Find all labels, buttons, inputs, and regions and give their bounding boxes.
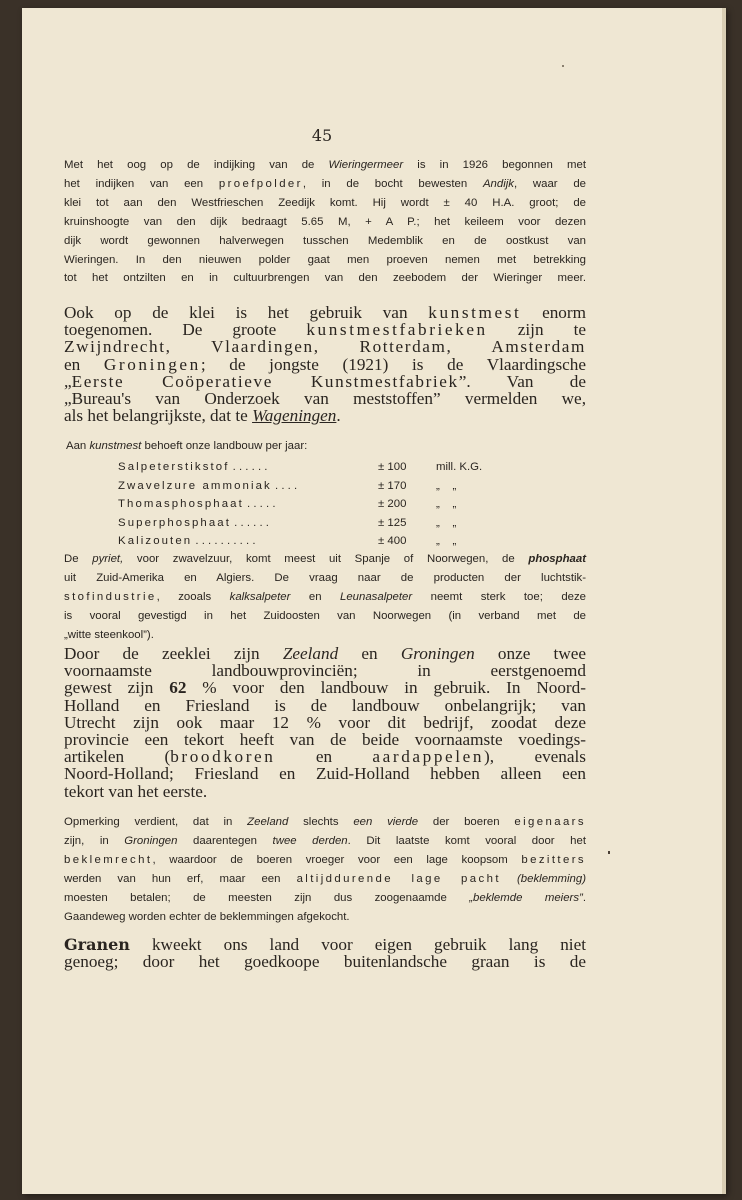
text-line: klei tot aan den Westfrieschen Zeedijk komt. Hij wordt ± 40 H.A. groot; de — [64, 196, 586, 209]
fertilizer-unit: „ „ — [436, 479, 457, 492]
fertilizer-row — [118, 458, 496, 477]
page-number: 45 — [311, 126, 333, 145]
fertilizer-name: Thomasphosphaat . . . . . — [118, 498, 276, 511]
text-line: Noord-Holland; Friesland en Zuid-Holland hebben alleen een — [64, 764, 586, 784]
paragraph-opmerking — [64, 813, 586, 926]
text-line: tot het ontzilten en in cultuurbrengen van den zeebodem der Wieringer meer. — [64, 272, 586, 285]
text-line: moesten betalen; de meesten zijn dus zoogenaamde „beklemde meiers”. — [64, 891, 586, 904]
text-line: Gaandeweg worden echter de beklemmingen afgekocht. — [64, 910, 350, 923]
text-line: toegenomen. De groote kunstmestfabrieken zijn te — [64, 320, 586, 340]
text-line: en Groningen; de jongste (1921) is de Vlaardingsche — [64, 354, 586, 374]
text-line: Met het oog op de indijking van de Wieringermeer is in 1926 begonnen met — [64, 159, 586, 171]
text-line: De pyriet, voor zwavelzuur, komt meest uit Spanje of Noorwegen, de phosphaat — [64, 553, 586, 565]
text-line: uit Zuid-Amerika en Algiers. De vraag naar de producten der luchtstik- — [64, 571, 586, 584]
text-line: Opmerking verdient, dat in Zeeland slechts een vierde der boeren eigenaars — [64, 816, 586, 828]
fertilizer-unit: „ „ — [436, 498, 457, 511]
text-line: gewest zijn 62 % voor den landbouw in gebruik. In Noord- — [64, 678, 586, 698]
text-line: is vooral gevestigd in het Zuidoosten van Noorwegen (in verband met de — [64, 609, 586, 622]
fertilizer-amount: ± 100 — [378, 461, 407, 473]
fertilizer-amount: ± 200 — [378, 498, 407, 511]
text-line: als het belangrijkste, dat te Wageningen. — [64, 406, 341, 426]
text-line: dijk wordt gewonnen halverwegen tusschen Medemblik en de oostkust van — [64, 234, 586, 247]
text-line: Holland en Friesland is de landbouw onbelangrijk; van — [64, 695, 586, 715]
fertilizer-row — [118, 514, 496, 533]
text-line: Door de zeeklei zijn Zeeland en Groningen onze twee — [64, 644, 586, 663]
text-line: „Bureau's van Onderzoek van meststoffen” vermelden we, — [64, 389, 586, 409]
paragraph-kunstmest — [64, 304, 586, 424]
text-line: tekort van het eerste. — [64, 781, 208, 801]
text-line: Granen kweekt ons land voor eigen gebruik lang niet — [64, 935, 586, 954]
fertilizer-name: Superphosphaat . . . . . . — [118, 516, 269, 529]
text-line: provincie een tekort heeft van de beide voornaamste voedings- — [64, 730, 586, 750]
text-line: Zwijndrecht, Vlaardingen, Rotterdam, Amsterdam — [64, 337, 586, 357]
fertilizer-row — [118, 495, 496, 514]
speck — [608, 851, 610, 854]
fertilizer-table — [118, 458, 496, 551]
paragraph-granen — [64, 936, 586, 970]
text-line: Ook op de klei is het gebruik van kunstmest enorm — [64, 303, 586, 322]
fertilizer-name: Kalizouten . . . . . . . . . . — [118, 535, 256, 548]
fertilizer-row — [118, 532, 496, 551]
text-line: „Eerste Coöperatieve Kunstmestfabriek”. Van de — [64, 371, 586, 391]
speck — [562, 65, 564, 67]
fertilizer-row — [118, 477, 496, 496]
text-line: kruinshoogte van den dijk bedraagt 5.65 M, + A P.; het keileem voor dezen — [64, 215, 586, 228]
text-line: genoeg; door het goedkoope buitenlandsche graan is de — [64, 952, 586, 972]
fertilizer-name: Salpeterstikstof . . . . . . — [118, 461, 268, 473]
text-line: zijn, in Groningen daarentegen twee derden. Dit laatste komt vooral door het — [64, 834, 586, 847]
text-line: Utrecht zijn ook maar 12 % voor dit bedrijf, zoodat deze — [64, 712, 586, 732]
fertilizer-unit: mill. K.G. — [436, 461, 483, 473]
text-line: het indijken van een proefpolder, in de bocht bewesten Andijk, waar de — [64, 177, 586, 190]
fertilizer-unit: „ „ — [436, 535, 457, 548]
table-intro: Aan kunstmest behoeft onze landbouw per jaar: — [66, 440, 308, 452]
fertilizer-amount: ± 125 — [378, 516, 407, 529]
page-edge — [722, 8, 726, 1194]
fertilizer-amount: ± 400 — [378, 535, 407, 548]
paragraph-wieringermeer — [64, 156, 586, 288]
text-line: werden van hun erf, maar een altijddurende lage pacht (beklemming) — [64, 872, 587, 885]
text-line: Wieringen. In den nieuwen polder gaat men proeven nemen met betrekking — [64, 253, 586, 266]
text-line: voornaamste landbouwprovinciën; in eerstgenoemd — [64, 661, 586, 681]
fertilizer-unit: „ „ — [436, 516, 457, 529]
paragraph-zeeklei — [64, 645, 586, 800]
text-line: „witte steenkool”). — [64, 628, 154, 641]
text-line: beklemrecht, waardoor de boeren vroeger voor een lage koopsom bezitters — [64, 853, 586, 866]
text-line: artikelen (broodkoren en aardappelen), evenals — [64, 747, 586, 767]
fertilizer-amount: ± 170 — [378, 479, 407, 492]
text-line: stofindustrie, zooals kalksalpeter en Leunasalpeter neemt sterk toe; deze — [64, 590, 587, 603]
paragraph-pyriet — [64, 550, 586, 645]
book-page — [22, 8, 726, 1194]
fertilizer-name: Zwavelzure ammoniak . . . . — [118, 479, 298, 492]
